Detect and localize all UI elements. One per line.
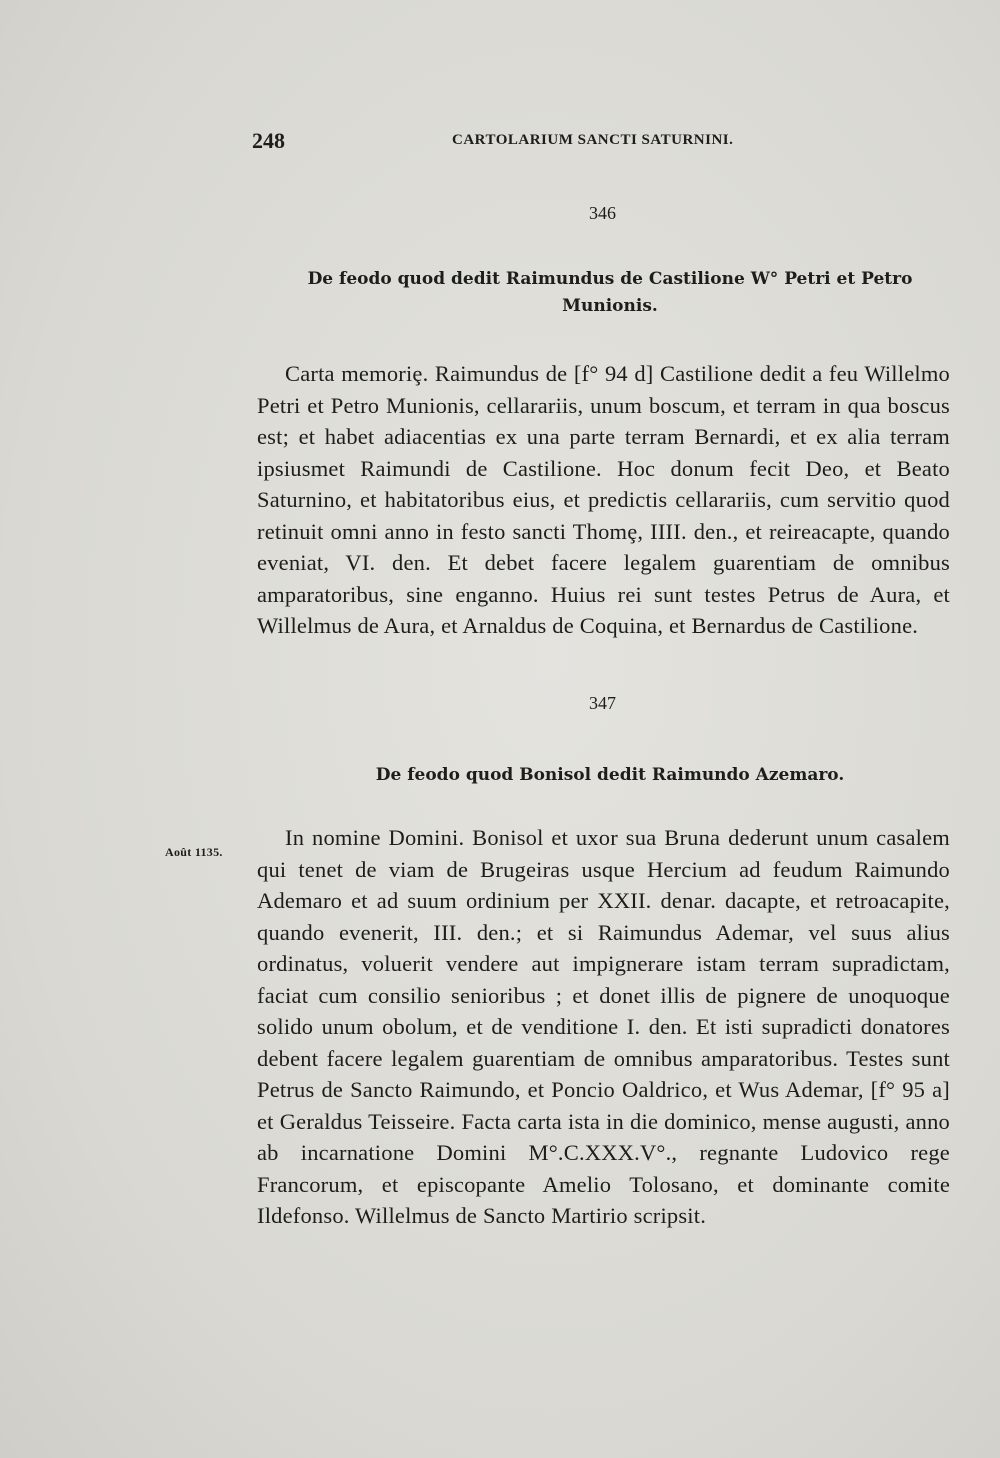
charter-title: De feodo quod dedit Raimundus de Castilione W° Petri et Petro Munionis. xyxy=(307,269,913,316)
page-header xyxy=(252,128,772,158)
page-number: 248 xyxy=(252,128,285,153)
charter-number: 347 xyxy=(589,693,616,713)
margin-date: Août 1135. xyxy=(165,845,223,859)
charter-text: Carta memoriȩ. Raimundus de [f° 94 d] Castilione dedit a feu Willelmo Petri et Petro Munionis, cellarariis, unum boscum, et terram in qua boscus est; et habet adiacentias ex una parte terram Bernardi, et ex alia terram ipsiusmet Raimundi de Castilione. Hoc donum fecit Deo, et Beato Saturnino, et habitatoribus eius, et predictis cellarariis, cum servitio quod retinuit omni anno in festo sancti Thomȩ, IIII. den., et reireacapte, quando eveniat, VI. den. Et debet facere legalem guarentiam de omnibus amparatoribus, sine enganno. Huius rei sunt testes Petrus de Aura, et Willelmus de Aura, et Arnaldus de Coquina, et Bernardus de Castilione. xyxy=(257,361,950,638)
charter-text: In nomine Domini. Bonisol et uxor sua Bruna dederunt unum casalem qui tenet de viam de Brugeiras usque Hercium ad feudum Raimundo Ademaro et ad suum ordinium per XXII. denar. dacapte, et retroacapite, quando evenerit, III. den.; et si Raimundus Ademar, vel suus alius ordinatus, voluerit vendere aut impignerare istam terram supradictam, faciat cum consilio senioribus ; et donet illis de pignere de unoquoque solido unum obolum, et de venditione I. den. Et isti supradicti donatores debent facere legalem guarentiam de omnibus amparatoribus. Testes sunt Petrus de Sancto Raimundo, et Poncio Oaldrico, et Wus Ademar, [f° 95 a] et Geraldus Teisseire. Facta carta ista in die dominico, mense augusti, anno ab incarnatione Domini M°.C.XXX.V°., regnante Ludovico rege Francorum, et episcopante Amelio Tolosano, et dominante comite Ildefonso. Willelmus de Sancto Martirio scripsit. xyxy=(257,825,950,1228)
charter-number: 346 xyxy=(589,203,616,223)
running-title: CARTOLARIUM SANCTI SATURNINI. xyxy=(452,132,734,148)
charter-title: De feodo quod Bonisol dedit Raimundo Azemaro. xyxy=(375,765,845,785)
